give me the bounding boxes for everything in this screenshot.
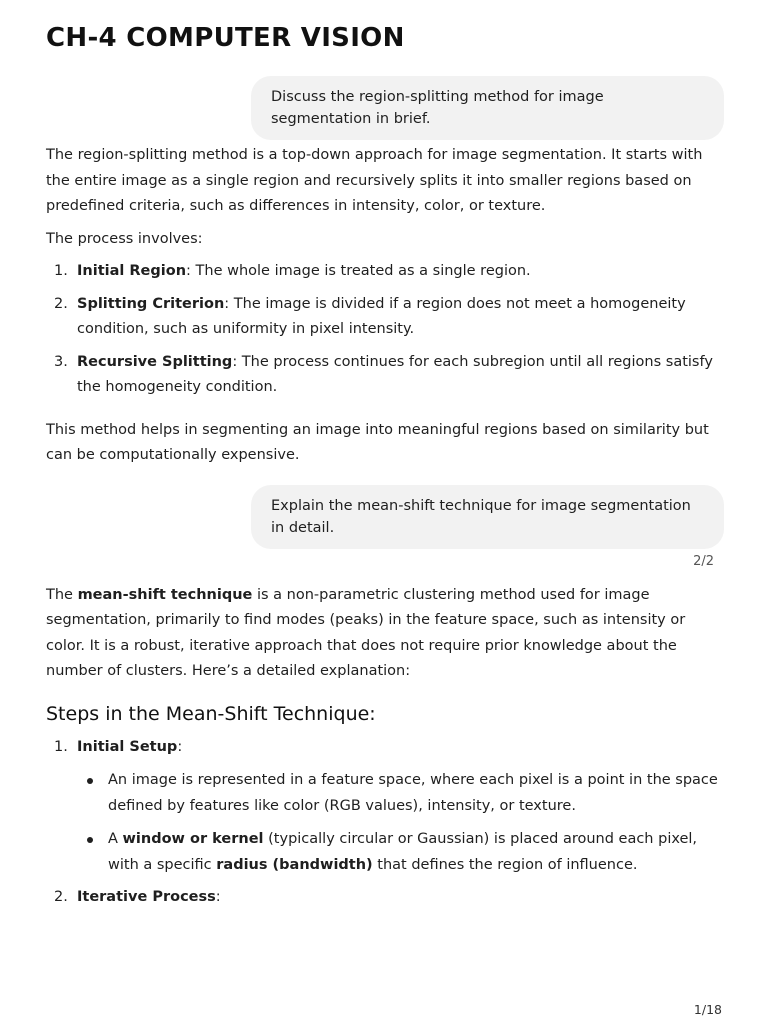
user-message-row <box>46 76 724 140</box>
list-item: 2. Iterative Process: <box>46 885 724 911</box>
list-text: : The image is divided if a region does not meet a homogeneity condition, such as uniformity in pixel intensity. <box>77 295 686 337</box>
list-term: Iterative Process <box>77 889 216 905</box>
bullet-list <box>77 768 724 878</box>
list-number: 2. <box>54 295 68 312</box>
list-term: Initial Setup <box>77 738 178 755</box>
list-text: : The process continues for each subregion until all regions satisfy the homogeneity condition. <box>77 353 713 395</box>
list-item: A window or kernel (typically circular or Gaussian) is placed around each pixel, with a specific radius (bandwidth) that defines the region of influence. <box>77 827 724 878</box>
numbered-list <box>46 259 724 401</box>
list-item <box>46 350 724 401</box>
user-message-row <box>46 485 724 549</box>
response-pager[interactable]: 2/2 <box>693 553 714 569</box>
list-term: Initial Region <box>77 263 187 279</box>
section-heading: Steps in the Mean-Shift Technique: <box>46 702 376 725</box>
list-number: 1. <box>54 263 68 279</box>
list-term: Recursive Splitting <box>77 353 233 370</box>
list-item <box>46 292 724 343</box>
list-number: 3. <box>54 353 68 370</box>
answer-paragraph: The process involves: <box>46 230 203 247</box>
answer-paragraph: The mean-shift technique is a non-parametric clustering method used for image segmentation, primarily to find modes (peaks) in the feature space, such as intensity or color. It is a robust, iterative approach that does not require prior knowledge about the number of clusters. Here’s a detailed explanation: <box>46 586 686 679</box>
list-text: : The whole image is treated as a single region. <box>186 263 531 279</box>
list-term: Splitting Criterion <box>77 295 225 312</box>
list-number: 1. <box>54 738 68 755</box>
answer-paragraph: The region-splitting method is a top-down approach for image segmentation. It starts with the entire image as a single region and recursively splits it into smaller regions based on predefined criteria, such as differences in intensity, color, or texture. <box>46 147 703 214</box>
user-message-bubble: Explain the mean-shift technique for image segmentation in detail. <box>251 485 724 549</box>
list-item: 1. Initial Setup: An image is represented in a feature space, where each pixel is a point in the space defined by features like color (RGB values), intensity, or texture. A window or kernel (typically circular or Gaussian) is placed around each pixel, with a specific radius (bandwidth) that defines the region of influence. <box>46 735 724 879</box>
bullet-icon <box>87 778 93 784</box>
bullet-icon <box>87 837 93 843</box>
document-title: CH-4 COMPUTER VISION <box>46 23 405 53</box>
list-item <box>77 768 724 819</box>
page-number: 1/18 <box>693 1002 722 1017</box>
user-message-bubble: Discuss the region-splitting method for image segmentation in brief. <box>251 76 724 140</box>
list-item <box>46 259 724 285</box>
document-page <box>46 20 724 911</box>
list-number: 2. <box>54 889 68 905</box>
list-text: An image is represented in a feature space, where each pixel is a point in the space defined by features like color (RGB values), intensity, or texture. <box>108 772 718 814</box>
answer-paragraph: This method helps in segmenting an image into meaningful regions based on similarity but can be computationally expensive. <box>46 421 709 463</box>
numbered-list <box>46 735 724 911</box>
